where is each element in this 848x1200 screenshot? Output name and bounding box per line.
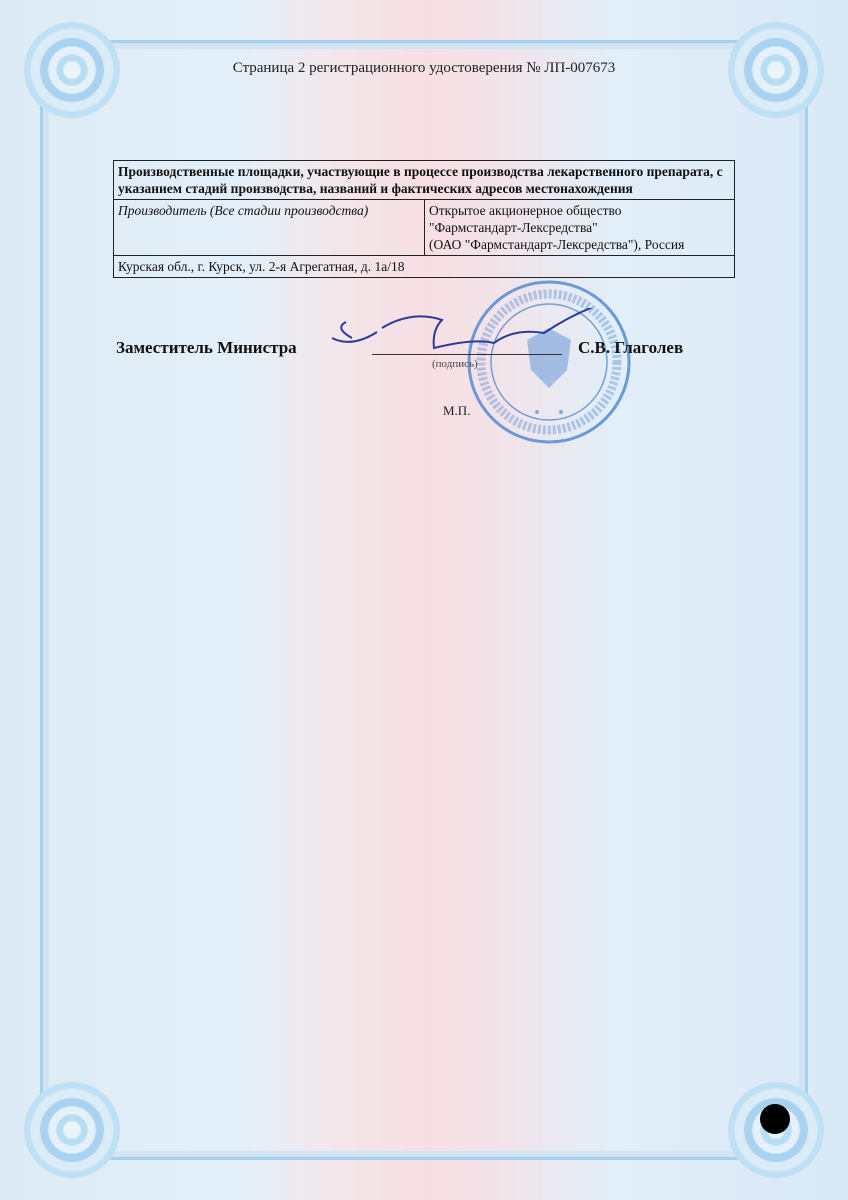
- company-line: "Фармстандарт-Лексредства": [429, 220, 598, 235]
- seal-place-mark: М.П.: [443, 403, 471, 418]
- signature-line: [372, 354, 562, 355]
- producer-company: [425, 200, 735, 256]
- table-heading: Производственные площадки, участвующие в процессе производства лекарственного препарата, с указанием стадий производства, названий и фактических адресов местонахождения: [114, 161, 735, 200]
- signatory-position: Заместитель Министра: [116, 338, 297, 357]
- company-line: Открытое акционерное общество: [429, 203, 622, 218]
- rosette-icon: [24, 1082, 120, 1178]
- production-sites-table: [113, 160, 735, 278]
- signatory-name: С.В. Глаголев: [578, 338, 684, 357]
- signature-caption: (подпись): [432, 358, 478, 370]
- producer-role: Производитель (Все стадии производства): [114, 200, 425, 256]
- punch-hole-mark: [760, 1104, 790, 1134]
- company-line: (ОАО "Фармстандарт-Лексредства"), Россия: [429, 237, 685, 252]
- page-title: Страница 2 регистрационного удостоверения № ЛП-007673: [232, 60, 616, 76]
- producer-address: Курская обл., г. Курск, ул. 2-я Агрегатная, д. 1а/18: [114, 256, 735, 278]
